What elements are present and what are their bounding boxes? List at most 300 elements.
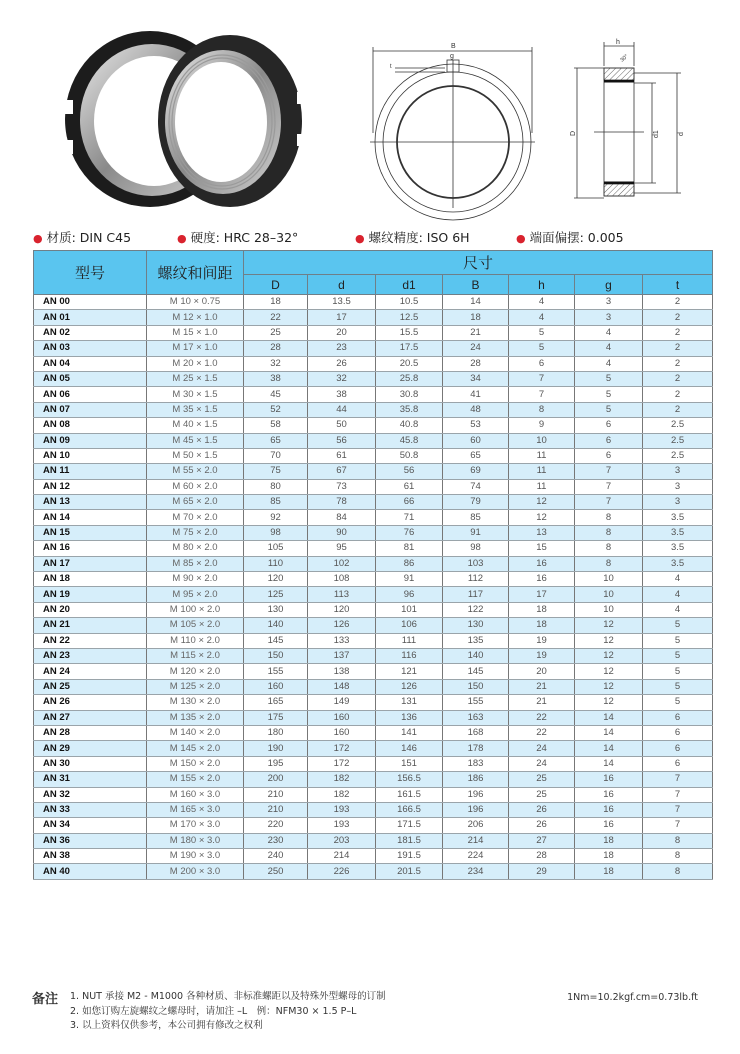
cell-h: 4 <box>509 310 575 325</box>
cell-d1: 191.5 <box>376 849 443 864</box>
lock-nut-dimensions-table <box>33 250 713 880</box>
cell-d1: 151 <box>376 756 443 771</box>
cell-g: 16 <box>575 772 643 787</box>
table-row <box>34 572 713 587</box>
front-view-drawing <box>370 38 535 208</box>
cell-t: 5 <box>643 695 713 710</box>
cell-B: 214 <box>443 833 509 848</box>
bullet-icon: ● <box>177 232 187 245</box>
cell-d1: 131 <box>376 695 443 710</box>
cell-thread: M 105 × 2.0 <box>147 618 244 633</box>
cell-d: 149 <box>308 695 376 710</box>
cell-d1: 35.8 <box>376 402 443 417</box>
cell-thread: M 170 × 3.0 <box>147 818 244 833</box>
cell-model: AN 06 <box>34 387 147 402</box>
table-row <box>34 295 713 310</box>
cell-h: 12 <box>509 495 575 510</box>
cell-D: 32 <box>244 356 308 371</box>
cell-thread: M 60 × 2.0 <box>147 479 244 494</box>
cell-model: AN 29 <box>34 741 147 756</box>
cell-D: 120 <box>244 572 308 587</box>
cell-D: 92 <box>244 510 308 525</box>
cell-g: 16 <box>575 802 643 817</box>
table-row <box>34 818 713 833</box>
cell-g: 12 <box>575 695 643 710</box>
cell-D: 240 <box>244 849 308 864</box>
cell-thread: M 135 × 2.0 <box>147 710 244 725</box>
cell-B: 135 <box>443 633 509 648</box>
cell-model: AN 02 <box>34 325 147 340</box>
cell-D: 130 <box>244 602 308 617</box>
cell-d: 38 <box>308 387 376 402</box>
cell-g: 5 <box>575 371 643 386</box>
cell-thread: M 25 × 1.5 <box>147 371 244 386</box>
cell-g: 7 <box>575 464 643 479</box>
cell-thread: M 45 × 1.5 <box>147 433 244 448</box>
cell-thread: M 200 × 3.0 <box>147 864 244 879</box>
cell-d1: 30.8 <box>376 387 443 402</box>
cell-g: 18 <box>575 849 643 864</box>
cell-d1: 166.5 <box>376 802 443 817</box>
cell-h: 22 <box>509 725 575 740</box>
table-row <box>34 541 713 556</box>
cell-h: 15 <box>509 541 575 556</box>
table-row <box>34 833 713 848</box>
cell-g: 12 <box>575 679 643 694</box>
cell-g: 8 <box>575 510 643 525</box>
cell-d: 61 <box>308 448 376 463</box>
cell-g: 6 <box>575 418 643 433</box>
cell-B: 130 <box>443 618 509 633</box>
cell-B: 18 <box>443 310 509 325</box>
cell-h: 17 <box>509 587 575 602</box>
cell-h: 6 <box>509 356 575 371</box>
cell-g: 6 <box>575 433 643 448</box>
cell-model: AN 16 <box>34 541 147 556</box>
cell-h: 11 <box>509 479 575 494</box>
table-row <box>34 633 713 648</box>
cell-D: 125 <box>244 587 308 602</box>
unit-conversion: 1Nm=10.2kgf.cm=0.73lb.ft <box>567 992 698 1003</box>
cell-d: 13.5 <box>308 295 376 310</box>
cell-model: AN 05 <box>34 371 147 386</box>
cell-D: 210 <box>244 802 308 817</box>
table-row <box>34 495 713 510</box>
cell-model: AN 25 <box>34 679 147 694</box>
cell-d1: 40.8 <box>376 418 443 433</box>
cell-t: 6 <box>643 741 713 756</box>
cell-B: 183 <box>443 756 509 771</box>
table-row <box>34 618 713 633</box>
table-row <box>34 464 713 479</box>
cell-h: 28 <box>509 849 575 864</box>
note-item: 1. NUT 承接 M2 - M1000 各种材质、非标准螺距以及特殊外型螺母的订制 <box>70 991 386 1002</box>
cell-d1: 61 <box>376 479 443 494</box>
side-label-d: d <box>678 132 685 136</box>
cell-d: 84 <box>308 510 376 525</box>
table-row <box>34 741 713 756</box>
cell-thread: M 35 × 1.5 <box>147 402 244 417</box>
cell-g: 16 <box>575 818 643 833</box>
table-row <box>34 448 713 463</box>
front-label-B: B <box>451 43 456 50</box>
cell-thread: M 95 × 2.0 <box>147 587 244 602</box>
cell-d1: 126 <box>376 679 443 694</box>
cell-t: 2 <box>643 310 713 325</box>
cell-h: 11 <box>509 448 575 463</box>
cell-d1: 111 <box>376 633 443 648</box>
cell-d: 193 <box>308 802 376 817</box>
cell-g: 14 <box>575 710 643 725</box>
cell-D: 25 <box>244 325 308 340</box>
cell-thread: M 140 × 2.0 <box>147 725 244 740</box>
cell-model: AN 00 <box>34 295 147 310</box>
cell-d: 172 <box>308 741 376 756</box>
cell-h: 25 <box>509 772 575 787</box>
cell-h: 18 <box>509 618 575 633</box>
cell-B: 98 <box>443 541 509 556</box>
cell-D: 98 <box>244 525 308 540</box>
cell-g: 14 <box>575 725 643 740</box>
cell-d1: 181.5 <box>376 833 443 848</box>
cell-t: 4 <box>643 572 713 587</box>
cell-d: 160 <box>308 725 376 740</box>
cell-B: 14 <box>443 295 509 310</box>
cell-h: 10 <box>509 433 575 448</box>
side-section-drawing <box>572 38 687 208</box>
cell-d: 138 <box>308 664 376 679</box>
cell-g: 4 <box>575 325 643 340</box>
cell-thread: M 10 × 0.75 <box>147 295 244 310</box>
cell-model: AN 04 <box>34 356 147 371</box>
cell-t: 2 <box>643 387 713 402</box>
cell-B: 41 <box>443 387 509 402</box>
header-d: d <box>308 275 376 295</box>
cell-thread: M 12 × 1.0 <box>147 310 244 325</box>
cell-d1: 116 <box>376 648 443 663</box>
cell-t: 7 <box>643 772 713 787</box>
cell-B: 163 <box>443 710 509 725</box>
cell-model: AN 33 <box>34 802 147 817</box>
cell-D: 28 <box>244 341 308 356</box>
cell-B: 28 <box>443 356 509 371</box>
cell-h: 8 <box>509 402 575 417</box>
cell-d: 17 <box>308 310 376 325</box>
cell-h: 20 <box>509 664 575 679</box>
cell-D: 250 <box>244 864 308 879</box>
cell-D: 70 <box>244 448 308 463</box>
table-row <box>34 587 713 602</box>
cell-d: 78 <box>308 495 376 510</box>
cell-h: 16 <box>509 556 575 571</box>
front-label-g: g <box>450 53 454 60</box>
bullet-icon: ● <box>516 232 526 245</box>
table-row <box>34 341 713 356</box>
cell-t: 2.5 <box>643 448 713 463</box>
cell-D: 38 <box>244 371 308 386</box>
cell-g: 12 <box>575 633 643 648</box>
cell-g: 5 <box>575 387 643 402</box>
cell-thread: M 110 × 2.0 <box>147 633 244 648</box>
cell-g: 10 <box>575 602 643 617</box>
cell-t: 3.5 <box>643 541 713 556</box>
cell-thread: M 40 × 1.5 <box>147 418 244 433</box>
cell-B: 196 <box>443 802 509 817</box>
cell-g: 12 <box>575 664 643 679</box>
bullet-icon: ● <box>33 232 43 245</box>
cell-t: 8 <box>643 864 713 879</box>
cell-t: 6 <box>643 725 713 740</box>
cell-model: AN 08 <box>34 418 147 433</box>
table-row <box>34 756 713 771</box>
table-row <box>34 725 713 740</box>
cell-d1: 20.5 <box>376 356 443 371</box>
cell-thread: M 70 × 2.0 <box>147 510 244 525</box>
cell-thread: M 20 × 1.0 <box>147 356 244 371</box>
cell-d1: 45.8 <box>376 433 443 448</box>
header-thread: 螺纹和间距 <box>147 251 244 295</box>
table-row <box>34 433 713 448</box>
table-row <box>34 695 713 710</box>
spec-material: ● 材质: DIN C45 <box>33 230 132 245</box>
cell-d: 113 <box>308 587 376 602</box>
cell-d: 126 <box>308 618 376 633</box>
note-item: 3. 以上资料仅供参考，本公司拥有修改之权利 <box>70 1020 263 1031</box>
cell-d: 67 <box>308 464 376 479</box>
cell-B: 74 <box>443 479 509 494</box>
cell-D: 195 <box>244 756 308 771</box>
cell-d: 172 <box>308 756 376 771</box>
cell-model: AN 26 <box>34 695 147 710</box>
cell-g: 14 <box>575 741 643 756</box>
cell-thread: M 65 × 2.0 <box>147 495 244 510</box>
cell-h: 11 <box>509 464 575 479</box>
cell-d1: 171.5 <box>376 818 443 833</box>
cell-D: 165 <box>244 695 308 710</box>
cell-B: 85 <box>443 510 509 525</box>
cell-g: 10 <box>575 587 643 602</box>
cell-g: 6 <box>575 448 643 463</box>
cell-g: 3 <box>575 295 643 310</box>
cell-thread: M 120 × 2.0 <box>147 664 244 679</box>
cell-d: 44 <box>308 402 376 417</box>
cell-g: 8 <box>575 541 643 556</box>
side-label-d1: d1 <box>653 130 660 138</box>
cell-t: 5 <box>643 633 713 648</box>
cell-t: 3 <box>643 495 713 510</box>
header-h: h <box>509 275 575 295</box>
table-row <box>34 371 713 386</box>
cell-d1: 106 <box>376 618 443 633</box>
cell-d1: 161.5 <box>376 787 443 802</box>
cell-t: 3.5 <box>643 556 713 571</box>
cell-model: AN 38 <box>34 849 147 864</box>
cell-t: 2 <box>643 341 713 356</box>
cell-B: 112 <box>443 572 509 587</box>
cell-model: AN 24 <box>34 664 147 679</box>
cell-model: AN 28 <box>34 725 147 740</box>
cell-h: 22 <box>509 710 575 725</box>
cell-thread: M 160 × 3.0 <box>147 787 244 802</box>
cell-d1: 15.5 <box>376 325 443 340</box>
cell-D: 220 <box>244 818 308 833</box>
cell-t: 5 <box>643 618 713 633</box>
cell-t: 8 <box>643 849 713 864</box>
cell-B: 69 <box>443 464 509 479</box>
cell-h: 19 <box>509 648 575 663</box>
cell-d1: 91 <box>376 572 443 587</box>
note-item: 2. 如您订购左旋螺纹之螺母时，请加注 –L 例：NFM30 × 1.5 P–L <box>70 1005 357 1017</box>
cell-B: 24 <box>443 341 509 356</box>
cell-d: 73 <box>308 479 376 494</box>
cell-D: 180 <box>244 725 308 740</box>
table-row <box>34 864 713 879</box>
cell-t: 2 <box>643 356 713 371</box>
cell-g: 10 <box>575 572 643 587</box>
cell-d: 226 <box>308 864 376 879</box>
cell-D: 18 <box>244 295 308 310</box>
cell-g: 12 <box>575 648 643 663</box>
cell-h: 26 <box>509 818 575 833</box>
header-dimensions: 尺寸 <box>244 251 713 275</box>
cell-g: 3 <box>575 310 643 325</box>
cell-thread: M 80 × 2.0 <box>147 541 244 556</box>
cell-g: 5 <box>575 402 643 417</box>
cell-model: AN 11 <box>34 464 147 479</box>
cell-d: 137 <box>308 648 376 663</box>
cell-d1: 66 <box>376 495 443 510</box>
cell-model: AN 09 <box>34 433 147 448</box>
cell-g: 12 <box>575 618 643 633</box>
cell-d: 133 <box>308 633 376 648</box>
cell-t: 3.5 <box>643 525 713 540</box>
cell-h: 27 <box>509 833 575 848</box>
table-row <box>34 418 713 433</box>
cell-d1: 25.8 <box>376 371 443 386</box>
cell-d1: 56 <box>376 464 443 479</box>
cell-g: 8 <box>575 556 643 571</box>
cell-h: 9 <box>509 418 575 433</box>
cell-thread: M 125 × 2.0 <box>147 679 244 694</box>
table-row <box>34 849 713 864</box>
cell-g: 7 <box>575 495 643 510</box>
cell-B: 79 <box>443 495 509 510</box>
cell-g: 4 <box>575 356 643 371</box>
table-row <box>34 787 713 802</box>
cell-d1: 121 <box>376 664 443 679</box>
cell-model: AN 32 <box>34 787 147 802</box>
table-row <box>34 325 713 340</box>
cell-D: 155 <box>244 664 308 679</box>
cell-h: 21 <box>509 679 575 694</box>
spec-list <box>0 228 740 246</box>
header-t: t <box>643 275 713 295</box>
cell-model: AN 36 <box>34 833 147 848</box>
cell-d: 50 <box>308 418 376 433</box>
cell-thread: M 155 × 2.0 <box>147 772 244 787</box>
header-model: 型号 <box>34 251 147 295</box>
cell-d: 32 <box>308 371 376 386</box>
cell-d1: 101 <box>376 602 443 617</box>
table-row <box>34 664 713 679</box>
cell-t: 4 <box>643 587 713 602</box>
bullet-icon: ● <box>355 232 365 245</box>
cell-D: 210 <box>244 787 308 802</box>
cell-d: 90 <box>308 525 376 540</box>
cell-B: 206 <box>443 818 509 833</box>
cell-model: AN 17 <box>34 556 147 571</box>
cell-d: 108 <box>308 572 376 587</box>
cell-t: 7 <box>643 787 713 802</box>
cell-h: 19 <box>509 633 575 648</box>
cell-model: AN 01 <box>34 310 147 325</box>
cell-t: 5 <box>643 648 713 663</box>
cell-model: AN 18 <box>34 572 147 587</box>
cell-d: 160 <box>308 710 376 725</box>
cell-d1: 156.5 <box>376 772 443 787</box>
cell-h: 25 <box>509 787 575 802</box>
table-row <box>34 602 713 617</box>
cell-t: 2.5 <box>643 433 713 448</box>
cell-D: 190 <box>244 741 308 756</box>
cell-B: 21 <box>443 325 509 340</box>
cell-B: 91 <box>443 525 509 540</box>
cell-d: 148 <box>308 679 376 694</box>
cell-model: AN 12 <box>34 479 147 494</box>
cell-B: 140 <box>443 648 509 663</box>
cell-D: 105 <box>244 541 308 556</box>
cell-model: AN 15 <box>34 525 147 540</box>
cell-d: 193 <box>308 818 376 833</box>
cell-B: 34 <box>443 371 509 386</box>
cell-D: 45 <box>244 387 308 402</box>
cell-B: 117 <box>443 587 509 602</box>
cell-D: 75 <box>244 464 308 479</box>
cell-h: 7 <box>509 387 575 402</box>
cell-D: 65 <box>244 433 308 448</box>
cell-B: 103 <box>443 556 509 571</box>
cell-model: AN 03 <box>34 341 147 356</box>
header-g: g <box>575 275 643 295</box>
cell-h: 24 <box>509 756 575 771</box>
cell-t: 7 <box>643 802 713 817</box>
cell-D: 22 <box>244 310 308 325</box>
cell-d: 102 <box>308 556 376 571</box>
cell-d1: 86 <box>376 556 443 571</box>
cell-thread: M 145 × 2.0 <box>147 741 244 756</box>
cell-model: AN 20 <box>34 602 147 617</box>
cell-thread: M 55 × 2.0 <box>147 464 244 479</box>
cell-model: AN 07 <box>34 402 147 417</box>
cell-d: 23 <box>308 341 376 356</box>
cell-model: AN 21 <box>34 618 147 633</box>
cell-g: 18 <box>575 833 643 848</box>
table-row <box>34 402 713 417</box>
cell-h: 4 <box>509 295 575 310</box>
cell-D: 200 <box>244 772 308 787</box>
cell-model: AN 13 <box>34 495 147 510</box>
cell-B: 150 <box>443 679 509 694</box>
cell-d: 120 <box>308 602 376 617</box>
cell-d: 182 <box>308 787 376 802</box>
cell-thread: M 50 × 1.5 <box>147 448 244 463</box>
spec-thread-accuracy: ● 螺纹精度: ISO 6H <box>355 230 470 245</box>
cell-D: 145 <box>244 633 308 648</box>
cell-thread: M 30 × 1.5 <box>147 387 244 402</box>
cell-g: 4 <box>575 341 643 356</box>
cell-t: 3 <box>643 464 713 479</box>
cell-B: 178 <box>443 741 509 756</box>
